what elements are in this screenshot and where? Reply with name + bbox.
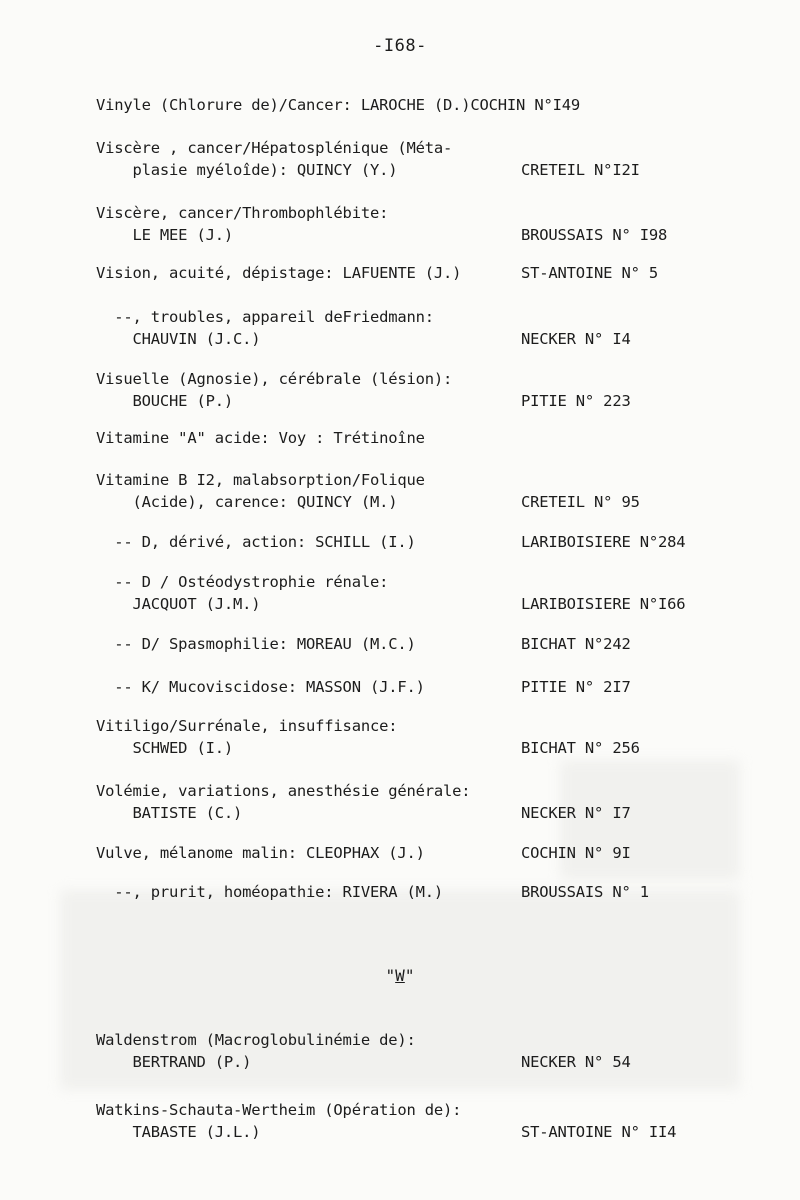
hospital-reference: LARIBOISIERE N°284	[521, 533, 686, 551]
entry-line: -- D/ Spasmophilie: MOREAU (M.C.)	[96, 635, 416, 653]
entry-line: Vitamine B I2, malabsorption/Folique	[96, 471, 425, 489]
entry-line: Volémie, variations, anesthésie générale:	[96, 782, 471, 800]
section-letter-close-quote: "	[404, 966, 415, 985]
hospital-reference: CRETEIL N° 95	[521, 493, 640, 511]
hospital-reference: CRETEIL N°I2I	[521, 161, 640, 179]
entry-line: Visuelle (Agnosie), cérébrale (lésion):	[96, 370, 453, 388]
hospital-reference: NECKER N° I7	[521, 804, 631, 822]
entry-line: --, troubles, appareil deFriedmann:	[96, 308, 434, 326]
entry-line: -- K/ Mucoviscidose: MASSON (J.F.)	[96, 678, 425, 696]
hospital-reference: PITIE N° 223	[521, 392, 631, 410]
entry-line: Vulve, mélanome malin: CLEOPHAX (J.)	[96, 844, 425, 862]
entry-line: -- D / Ostéodystrophie rénale:	[96, 573, 389, 591]
entry-line: --, prurit, homéopathie: RIVERA (M.)	[96, 883, 444, 901]
entry-line: BERTRAND (P.)	[96, 1053, 252, 1071]
hospital-reference: LARIBOISIERE N°I66	[521, 595, 686, 613]
hospital-reference: NECKER N° 54	[521, 1053, 631, 1071]
hospital-reference: ST-ANTOINE N° 5	[521, 264, 658, 282]
entry-line: CHAUVIN (J.C.)	[96, 330, 261, 348]
page-number: -I68-	[373, 36, 427, 56]
section-letter: W	[395, 966, 405, 985]
hospital-reference: BROUSSAIS N° 1	[521, 883, 649, 901]
entry-line: TABASTE (J.L.)	[96, 1123, 261, 1141]
hospital-reference: NECKER N° I4	[521, 330, 631, 348]
entry-line: JACQUOT (J.M.)	[96, 595, 261, 613]
entry-line: Viscère , cancer/Hépatosplénique (Méta-	[96, 139, 453, 157]
section-letter-heading	[0, 966, 800, 985]
entry-line: Waldenstrom (Macroglobulinémie de):	[96, 1031, 416, 1049]
hospital-reference: BICHAT N° 256	[521, 739, 640, 757]
entry-line: Viscère, cancer/Thrombophlébite:	[96, 204, 389, 222]
hospital-reference: COCHIN N° 9I	[521, 844, 631, 862]
hospital-reference: BROUSSAIS N° I98	[521, 226, 668, 244]
entry-line: LE MEE (J.)	[96, 226, 233, 244]
hospital-reference: ST-ANTOINE N° II4	[521, 1123, 677, 1141]
entry-line: Watkins-Schauta-Wertheim (Opération de):	[96, 1101, 462, 1119]
entry-line: SCHWED (I.)	[96, 739, 233, 757]
entry-line: -- D, dérivé, action: SCHILL (I.)	[96, 533, 416, 551]
entry-line: (Acide), carence: QUINCY (M.)	[96, 493, 398, 511]
hospital-reference: BICHAT N°242	[521, 635, 631, 653]
hospital-reference: PITIE N° 2I7	[521, 678, 631, 696]
entry-line: Vision, acuité, dépistage: LAFUENTE (J.)	[96, 264, 462, 282]
entry-line: BOUCHE (P.)	[96, 392, 233, 410]
entry-line: Vitiligo/Surrénale, insuffisance:	[96, 717, 398, 735]
entry-line: BATISTE (C.)	[96, 804, 243, 822]
entry-line: plasie myéloîde): QUINCY (Y.)	[96, 161, 398, 179]
entry-line: Vinyle (Chlorure de)/Cancer: LAROCHE (D.)COCHIN N°I49	[96, 96, 580, 114]
entry-line: Vitamine "A" acide: Voy : Trétinoîne	[96, 429, 425, 447]
section-letter-open-quote: "	[385, 966, 396, 985]
